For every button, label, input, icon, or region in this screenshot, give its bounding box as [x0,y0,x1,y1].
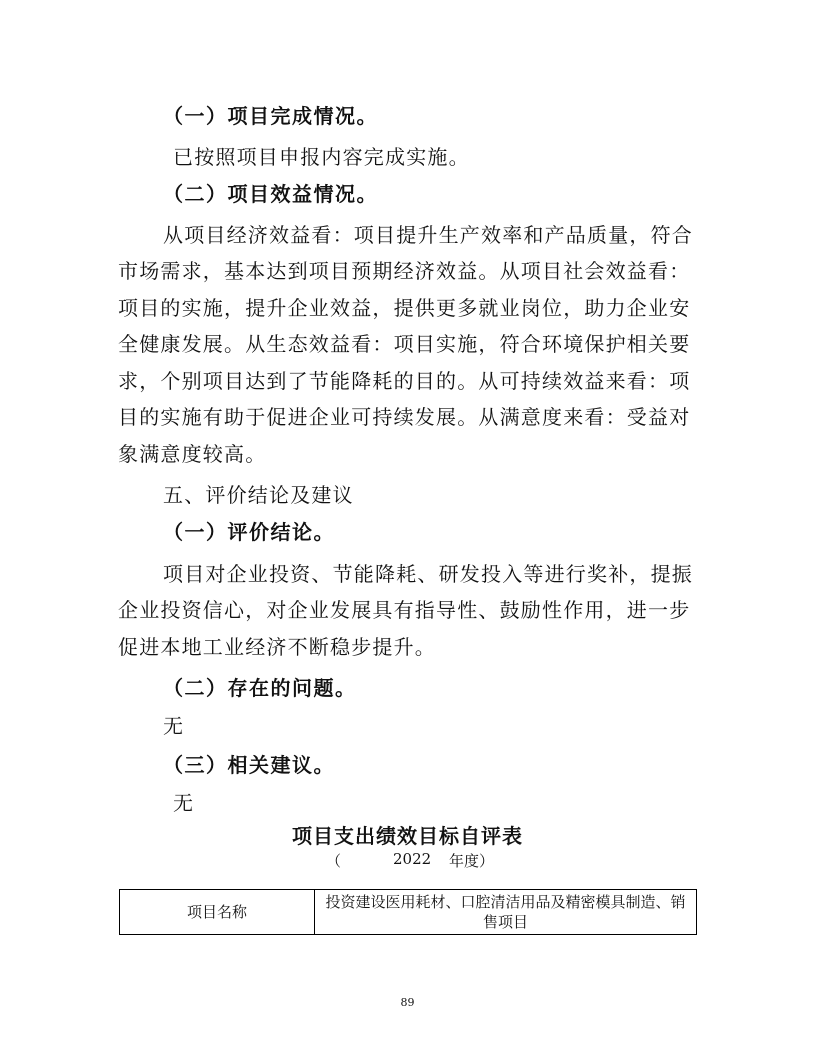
completion-heading: （一）项目完成情况。 [163,104,378,128]
problems-text: 无 [163,714,185,738]
project-name-label: 项目名称 [120,890,315,935]
year-suffix: 年度） [449,852,495,870]
conclusion-line-2: 企业投资信心，对企业发展具有指导性、鼓励性作用，进一步 [118,598,691,622]
performance-table [119,889,697,935]
benefit-line-5: 求，个别项目达到了节能降耗的目的。从可持续效益来看：项 [118,369,691,393]
completion-text: 已按照项目申报内容完成实施。 [173,145,470,169]
benefit-line-3: 项目的实施，提升企业效益，提供更多就业岗位，助力企业安 [118,296,691,320]
conclusion-section-heading: 五、评价结论及建议 [163,483,354,507]
suggestions-text: 无 [173,791,195,815]
benefit-line-4: 全健康发展。从生态效益看：项目实施，符合环境保护相关要 [118,332,691,356]
page-number: 89 [400,996,415,1009]
conclusion-heading: （一）评价结论。 [163,520,335,544]
benefit-line-2: 市场需求，基本达到项目预期经济效益。从项目社会效益看： [118,259,691,283]
conclusion-line-3: 促进本地工业经济不断稳步提升。 [118,635,436,659]
project-name-value: 投资建设医用耗材、口腔清洁用品及精密模具制造、销售项目 [315,890,697,935]
conclusion-line-1: 项目对企业投资、节能降耗、研发投入等进行奖补，提振 [163,562,693,586]
table-row [120,890,697,935]
benefit-line-1: 从项目经济效益看：项目提升生产效率和产品质量，符合 [163,223,693,247]
problems-heading: （二）存在的问题。 [163,676,357,700]
year-value: 2022 [393,850,432,868]
table-title: 项目支出绩效目标自评表 [292,824,523,848]
benefit-line-6: 目的实施有助于促进企业可持续发展。从满意度来看：受益对 [118,405,691,429]
year-open-paren: （ [326,852,342,870]
suggestions-heading: （三）相关建议。 [163,753,335,777]
benefit-heading: （二）项目效益情况。 [163,182,378,206]
benefit-line-7: 象满意度较高。 [118,442,267,466]
